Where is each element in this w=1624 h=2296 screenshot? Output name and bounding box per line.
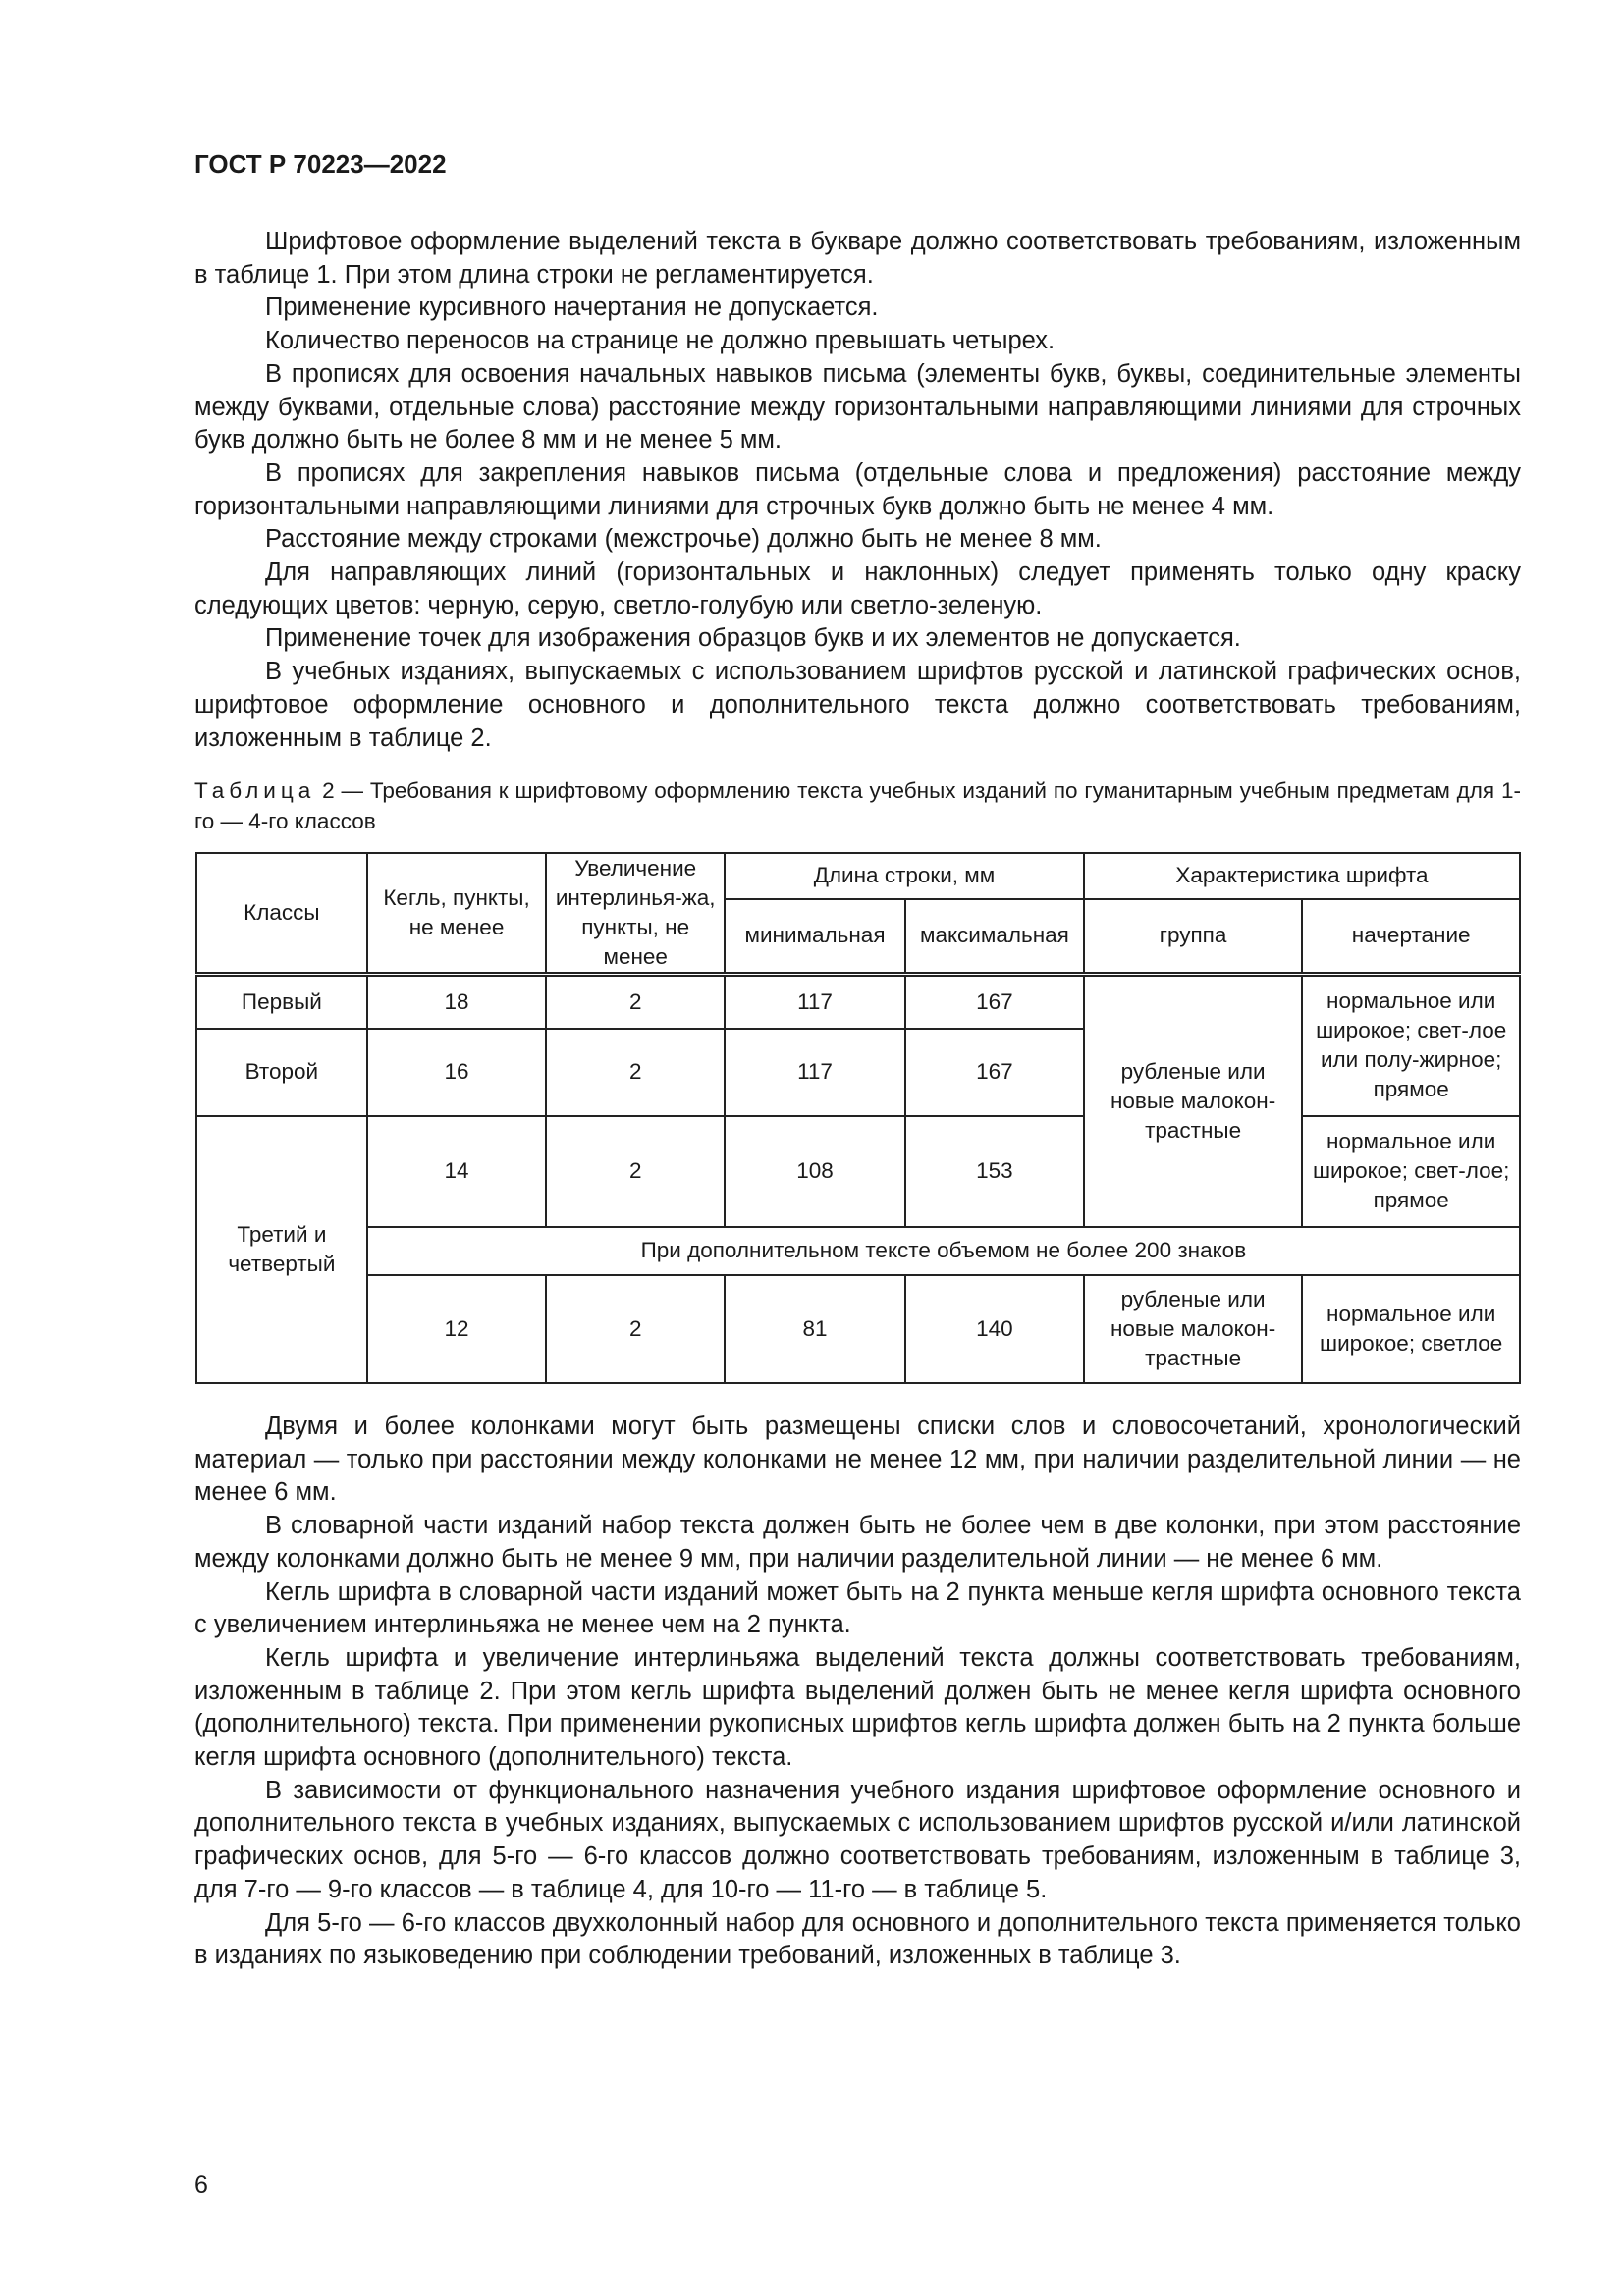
cell-class: Второй bbox=[196, 1029, 367, 1116]
header-group: группа bbox=[1084, 899, 1302, 975]
paragraph: Двумя и более колонками могут быть размещены списки слов и словосочетаний, хронологический материал — только при расстоянии между колонками не менее 12 мм, при наличии разделительной линии — не менее 6 мм. bbox=[194, 1413, 1521, 1507]
paragraph: В прописях для закрепления навыков письма (отдельные слова и предложения) расстояние между горизонтальными направляющими линиями для строчных букв должно быть не менее 4 мм. bbox=[194, 458, 1521, 520]
header-min: минимальная bbox=[725, 899, 905, 975]
cell-style: нормальное или широкое; свет-лое или полу-жирное; прямое bbox=[1302, 975, 1520, 1116]
cell-leading: 2 bbox=[546, 1116, 725, 1227]
cell-max: 153 bbox=[905, 1116, 1084, 1227]
paragraph: В прописях для освоения начальных навыков письма (элементы букв, буквы, соединительные элементы между буквами, отдельные слова) расстояние между горизонтальными направляющими линиями для строчных букв должно быть не более 8 мм и не менее 5 мм. bbox=[194, 359, 1521, 454]
cell-min: 117 bbox=[725, 975, 905, 1029]
paragraph: В зависимости от функционального назначения учебного издания шрифтовое оформление основного и дополнительного текста в учебных изданиях, выпускаемых с использованием шрифтов русской и/или латинской графических основ, для 5-го — 6-го классов должно соответствовать требованиям, изложенным в таблице 3, для 7-го — 9-го классов — в таблице 4, для 10-го — 11-го — в таблице 5. bbox=[194, 1776, 1521, 1903]
cell-leading: 2 bbox=[546, 975, 725, 1029]
body-text-top bbox=[194, 226, 1521, 755]
cell-style: нормальное или широкое; светлое bbox=[1302, 1275, 1520, 1383]
cell-min: 81 bbox=[725, 1275, 905, 1383]
cell-group: рубленые или новые малокон-трастные bbox=[1084, 975, 1302, 1227]
paragraph: Применение курсивного начертания не допускается. bbox=[265, 294, 879, 322]
cell-class: Первый bbox=[196, 975, 367, 1029]
cell-min: 117 bbox=[725, 1029, 905, 1116]
cell-min: 108 bbox=[725, 1116, 905, 1227]
header-size: Кегль, пункты, не менее bbox=[367, 853, 547, 975]
header-style: начертание bbox=[1302, 899, 1520, 975]
table-caption bbox=[194, 775, 1521, 836]
paragraph: Применение точек для изображения образцов букв и их элементов не допускается. bbox=[265, 624, 1241, 653]
paragraph: Кегль шрифта и увеличение интерлиньяжа выделений текста должны соответствовать требованиям, изложенным в таблице 2. При этом кегль шрифта выделений должен быть не менее кегля шрифта основного (дополнительного) текста. При применении рукописных шрифтов кегль шрифта должен быть на 2 пункта больше кегля шрифта основного (дополнительного) текста. bbox=[194, 1643, 1521, 1772]
cell-class: Третий и четвертый bbox=[196, 1116, 367, 1383]
cell-size: 12 bbox=[367, 1275, 547, 1383]
font-requirements-table bbox=[195, 852, 1521, 1384]
cell-style: нормальное или широкое; свет-лое; прямое bbox=[1302, 1116, 1520, 1227]
cell-size: 14 bbox=[367, 1116, 547, 1227]
document-header: ГОСТ Р 70223—2022 bbox=[194, 149, 447, 179]
table-header-row bbox=[196, 853, 1520, 899]
table-row bbox=[196, 1116, 1520, 1227]
header-line-length: Длина строки, мм bbox=[725, 853, 1084, 899]
cell-max: 167 bbox=[905, 1029, 1084, 1116]
cell-leading: 2 bbox=[546, 1029, 725, 1116]
table-note-row bbox=[196, 1227, 1520, 1275]
paragraph: Шрифтовое оформление выделений текста в букваре должно соответствовать требованиям, изложенным в таблице 1. При этом длина строки не регламентируется. bbox=[194, 228, 1521, 289]
body-text-bottom bbox=[194, 1411, 1521, 1973]
table-caption-label: Таблица bbox=[194, 778, 316, 803]
cell-leading: 2 bbox=[546, 1275, 725, 1383]
header-font-char: Характеристика шрифта bbox=[1084, 853, 1520, 899]
cell-size: 16 bbox=[367, 1029, 547, 1116]
cell-group: рубленые или новые малокон-трастные bbox=[1084, 1275, 1302, 1383]
header-max: максимальная bbox=[905, 899, 1084, 975]
paragraph: Для 5-го — 6-го классов двухколонный набор для основного и дополнительного текста применяется только в изданиях по языковедению при соблюдении требований, изложенных в таблице 3. bbox=[194, 1908, 1521, 1970]
table-caption-text: 2 — Требования к шрифтовому оформлению текста учебных изданий по гуманитарным учебным предметам для 1-го — 4-го классов bbox=[194, 778, 1521, 833]
table-row bbox=[196, 975, 1520, 1029]
cell-size: 18 bbox=[367, 975, 547, 1029]
cell-max: 140 bbox=[905, 1275, 1084, 1383]
page-number: 6 bbox=[194, 2171, 208, 2199]
paragraph: Кегль шрифта в словарной части изданий может быть на 2 пункта меньше кегля шрифта основного текста с увеличением интерлиньяжа не менее чем на 2 пункта. bbox=[194, 1577, 1521, 1639]
cell-additional-note: При дополнительном тексте объемом не более 200 знаков bbox=[367, 1227, 1520, 1275]
header-leading: Увеличение интерлинья-жа, пункты, не менее bbox=[546, 853, 725, 975]
header-classes: Классы bbox=[196, 853, 367, 975]
paragraph: В словарной части изданий набор текста должен быть не более чем в две колонки, при этом расстояние между колонками должно быть не менее 9 мм, при наличии разделительной линии — не менее 6 мм. bbox=[194, 1512, 1521, 1573]
cell-max: 167 bbox=[905, 975, 1084, 1029]
table-row bbox=[196, 1275, 1520, 1383]
paragraph: Расстояние между строками (межстрочье) должно быть не менее 8 мм. bbox=[265, 525, 1102, 554]
paragraph: В учебных изданиях, выпускаемых с использованием шрифтов русской и латинской графических основ, шрифтовое оформление основного и дополнительного текста должно соответствовать требованиям, изложенным в таблице 2. bbox=[194, 658, 1521, 752]
paragraph: Количество переносов на странице не должно превышать четырех. bbox=[265, 327, 1056, 355]
paragraph: Для направляющих линий (горизонтальных и наклонных) следует применять только одну краску следующих цветов: черную, серую, светло-голубую или светло-зеленую. bbox=[194, 559, 1521, 619]
